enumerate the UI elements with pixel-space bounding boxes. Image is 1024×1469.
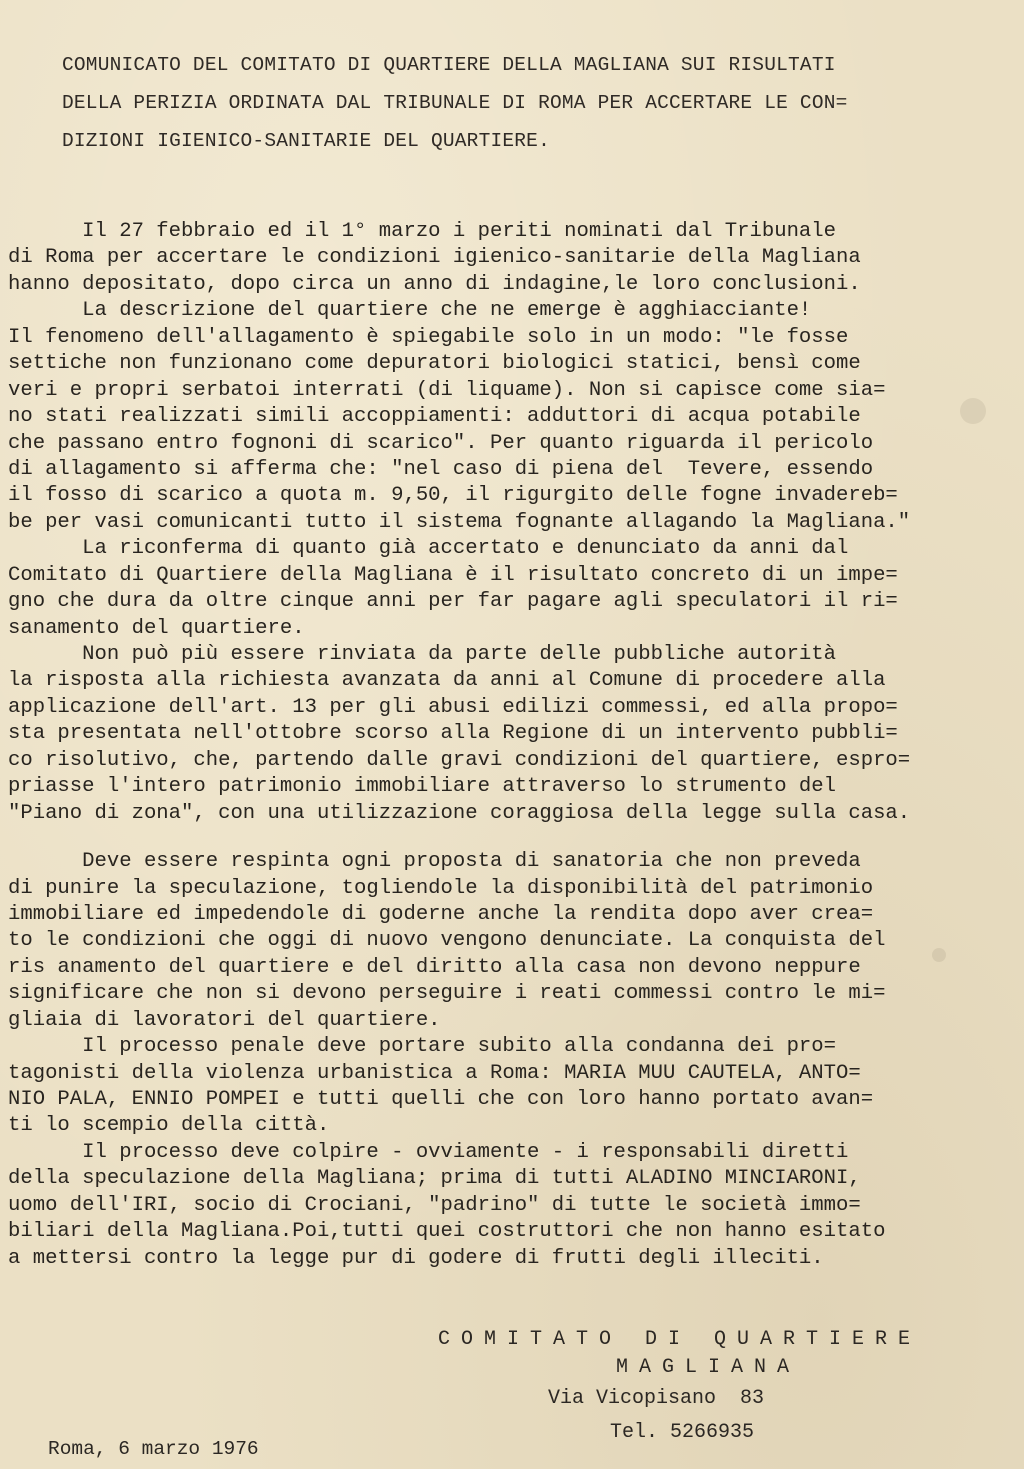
dateline: Roma, 6 marzo 1976 — [48, 1438, 259, 1460]
body-line: di Roma per accertare le condizioni igienico-sanitarie della Magliana — [8, 246, 861, 270]
body-line: biliari della Magliana.Poi,tutti quei costruttori che non hanno esitato — [8, 1220, 886, 1244]
body-line: co risolutivo, che, partendo dalle gravi condizioni del quartiere, espro= — [8, 748, 911, 772]
body-line: "Piano di zona", con una utilizzazione coraggiosa della legge sulla casa. — [8, 801, 911, 825]
body-line: tagonisti della violenza urbanistica a Roma: MARIA MUU CAUTELA, ANTO= — [8, 1061, 861, 1085]
body-line: Il 27 febbraio ed il 1° marzo i periti nominati dal Tribunale — [8, 220, 837, 243]
body-line: della speculazione della Magliana; prima di tutti ALADINO MINCIARONI, — [8, 1167, 861, 1191]
body-line: Il fenomeno dell'allagamento è spiegabile solo in un modo: "le fosse — [8, 325, 849, 349]
heading-line: DIZIONI IGIENICO-SANITARIE DEL QUARTIERE. — [62, 130, 550, 152]
signature-place: MAGLIANA — [616, 1356, 801, 1379]
body-line: significare che non si devono perseguire i reati commessi contro le mi= — [8, 982, 886, 1006]
body-line: Non può più essere rinviata da parte delle pubbliche autorità — [8, 643, 837, 666]
body-line: no stati realizzati simili accoppiamenti: adduttori di acqua potabile — [8, 405, 861, 429]
body-line: applicazione dell'art. 13 per gli abusi edilizi commessi, ed alla propo= — [8, 695, 898, 719]
signature-telephone: Tel. 5266935 — [610, 1421, 755, 1444]
body-line: settiche non funzionano come depuratori biologici statici, bensì come — [8, 352, 861, 376]
paragraph-block — [8, 219, 1008, 827]
body-line: Il processo deve colpire - ovviamente - i responsabili diretti — [8, 1140, 849, 1164]
body-line: priasse l'intero patrimonio immobiliare attraverso lo strumento del — [8, 775, 837, 799]
body-line: gliaia di lavoratori del quartiere. — [8, 1008, 441, 1032]
body-line: il fosso di scarico a quota m. 9,50, il rigurgito delle fogne invadereb= — [8, 484, 898, 508]
paragraph-gap — [8, 827, 1008, 849]
body-line: uomo dell'IRI, socio di Crociani, "padrino" di tutte le società immo= — [8, 1193, 861, 1217]
body-line: to le condizioni che oggi di nuovo vengono denunciate. La conquista del — [8, 929, 886, 953]
body-line: la risposta alla richiesta avanzata da anni al Comune di procedere alla — [8, 669, 886, 693]
body-line: veri e propri serbatoi interrati (di liquame). Non si capisce come sia= — [8, 378, 886, 402]
body-line: immobiliare ed impedendole di goderne anche la rendita dopo aver crea= — [8, 902, 874, 926]
body-line: La descrizione del quartiere che ne emerge è agghiacciante! — [8, 299, 812, 323]
body-line: La riconferma di quanto già accertato e denunciato da anni dal — [8, 537, 849, 561]
signature-address: Via Vicopisano 83 — [548, 1387, 765, 1410]
body-line: be per vasi comunicanti tutto il sistema fognante allagando la Magliana." — [8, 510, 911, 534]
body-line: a mettersi contro la legge pur di godere di frutti degli illeciti. — [8, 1246, 824, 1270]
signature-block — [438, 1326, 921, 1450]
body-line: NIO PALA, ENNIO POMPEI e tutti quelli che con loro hanno portato avan= — [8, 1088, 874, 1111]
body-line: hanno depositato, dopo circa un anno di indagine,le loro conclusioni. — [8, 272, 861, 296]
body-line: sanamento del quartiere. — [8, 616, 305, 640]
heading-line: DELLA PERIZIA ORDINATA DAL TRIBUNALE DI ROMA PER ACCERTARE LE CON= — [62, 92, 848, 114]
body-line: gno che dura da oltre cinque anni per far pagare agli speculatori il ri= — [8, 590, 898, 614]
paragraph-block — [8, 849, 1008, 1272]
body-line: ris anamento del quartiere e del diritto alla casa non devono neppure — [8, 955, 861, 979]
body-line: che passano entro fognoni di scarico". Per quanto riguarda il pericolo — [8, 431, 874, 455]
communique-body — [8, 219, 1008, 1272]
body-line: Deve essere respinta ogni proposta di sanatoria che non preveda — [8, 850, 861, 874]
body-line: Il processo penale deve portare subito alla condanna dei pro= — [8, 1035, 837, 1059]
body-line: sta presentata nell'ottobre scorso alla Regione di un intervento pubbli= — [8, 722, 898, 746]
body-line: Comitato di Quartiere della Magliana è il risultato concreto di un impe= — [8, 563, 898, 587]
body-line: di allagamento si afferma che: "nel caso di piena del Tevere, essendo — [8, 457, 874, 481]
heading-line: COMUNICATO DEL COMITATO DI QUARTIERE DELLA MAGLIANA SUI RISULTATI — [62, 54, 836, 76]
signature-organization: COMITATO DI QUARTIERE — [438, 1328, 922, 1351]
body-line: ti lo scempio della città. — [8, 1114, 330, 1138]
body-line: di punire la speculazione, togliendole la disponibilità del patrimonio — [8, 876, 874, 900]
communique-heading — [62, 46, 992, 160]
